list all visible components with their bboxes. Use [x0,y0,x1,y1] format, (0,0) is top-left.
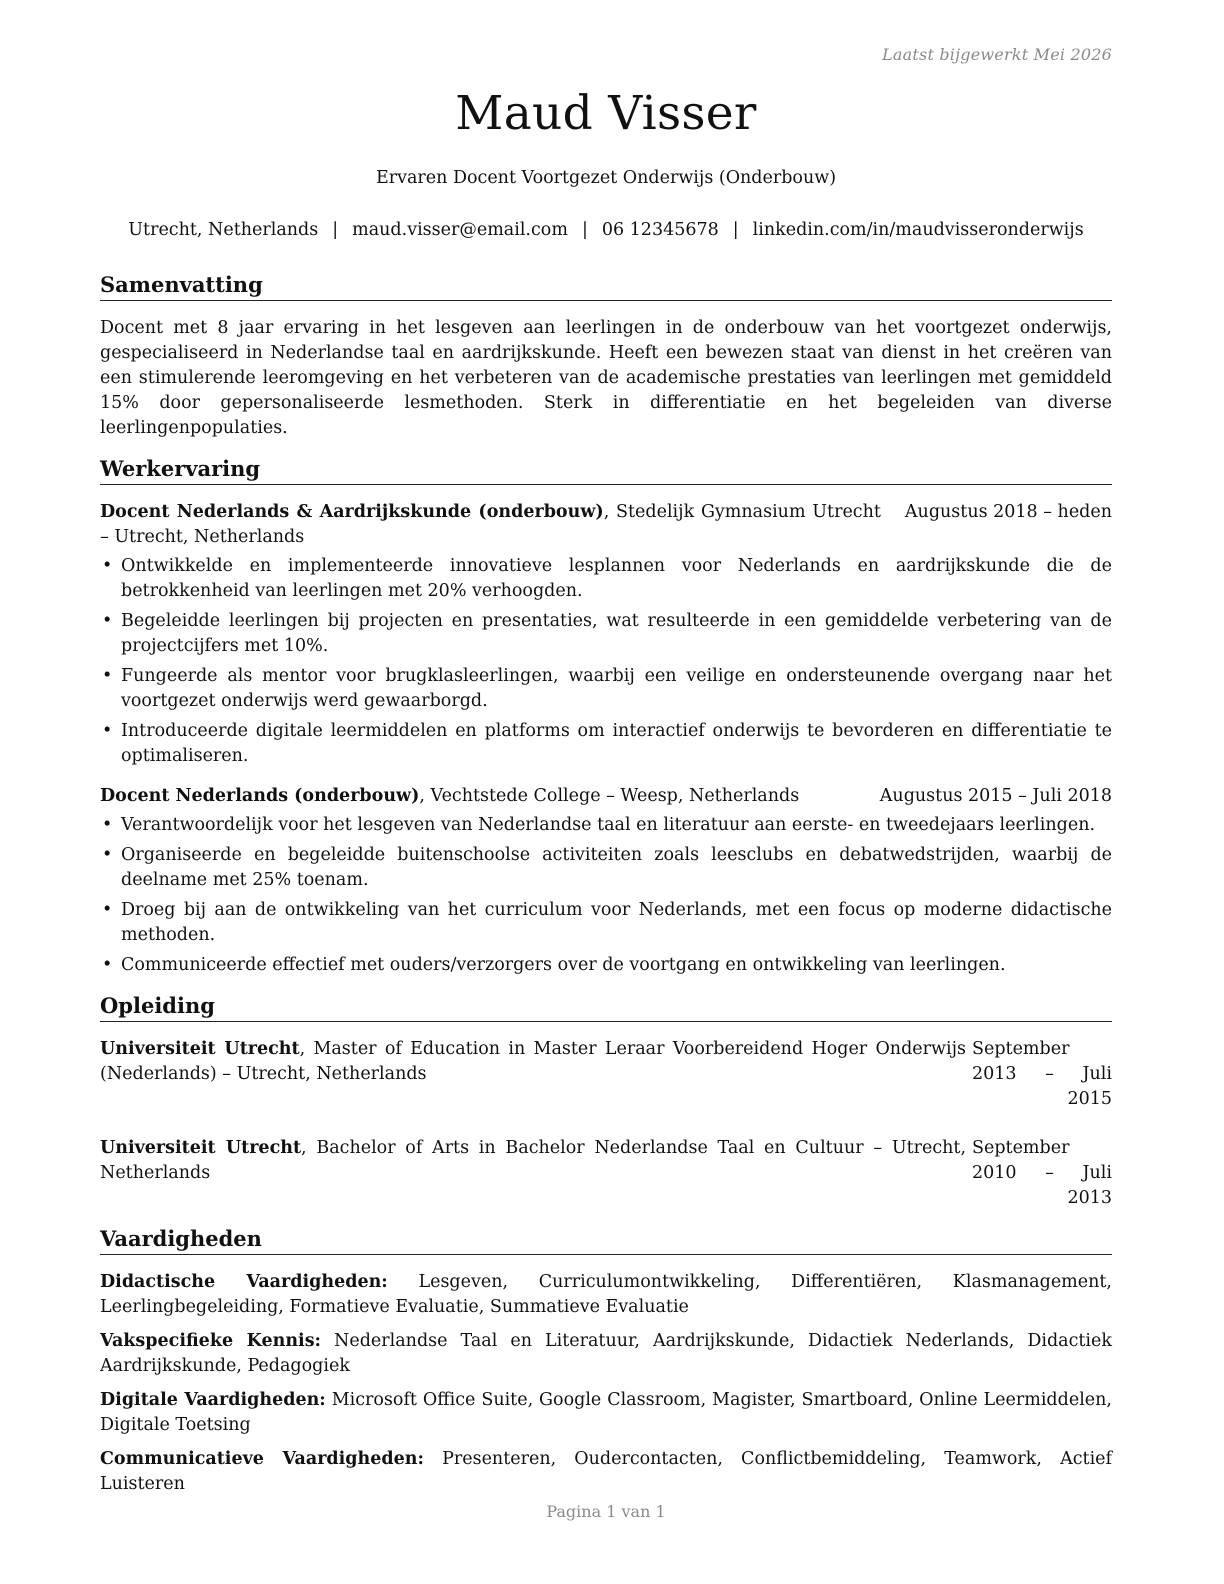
bullet-icon: • [102,845,113,865]
list-item [100,813,1112,838]
contact-separator: | [581,220,588,240]
list-item [100,664,1112,714]
contact-line [100,220,1112,240]
skill-row [100,1447,1112,1497]
summary-section [100,271,1112,441]
skill-label: Digitale Vaardigheden: [100,1390,326,1410]
bullet-text: Introduceerde digitale leermiddelen en platforms om interactief onderwijs te bevorderen en differentiatie te optimaliseren. [121,721,1112,766]
skill-row [100,1329,1112,1379]
experience-section [100,455,1112,978]
skill-value: Lesgeven, Curriculumontwikkeling, Differentiëren, Klasmanagement, Leerlingbegeleiding, Formatieve Evaluatie, Summatieve Evaluatie [100,1272,1112,1317]
education-entry [100,1136,1112,1211]
skill-label: Communicatieve Vaardigheden: [100,1449,424,1469]
bullet-icon: • [102,955,113,975]
job-details: , Vechtstede College – Weesp, Netherlands [419,786,800,806]
skill-value: Microsoft Office Suite, Google Classroom, Magister, Smartboard, Online Leermiddelen, Digitale Toetsing [100,1390,1112,1435]
contact-location: Utrecht, Netherlands [128,220,319,240]
bullet-text: Organiseerde en begeleidde buitenschoolse activiteiten zoals leesclubs en debatwedstrijden, waarbij de deelname met 25% toenam. [121,845,1112,890]
education-title-line [100,1136,966,1211]
list-item [100,898,1112,948]
job-dates: Augustus 2018 – heden [904,502,1112,522]
job-header [100,500,1112,550]
section-title: Opleiding [100,992,1112,1022]
list-item [100,953,1112,978]
education-dates: September 2010 – Juli 2013 [972,1138,1112,1208]
bullet-icon: • [102,556,113,576]
bullet-text: Ontwikkelde en implementeerde innovatieve lesplannen voor Nederlands en aardrijkskunde die de betrokkenheid van leerlingen met 20% verhoogden. [121,556,1112,601]
job-entry [100,500,1112,769]
resume-page [100,0,1112,1584]
bullet-text: Begeleidde leerlingen bij projecten en presentaties, wat resulteerde in een gemiddelde verbetering van de projectcijfers met 10%. [121,611,1112,656]
job-entry [100,784,1112,978]
contact-phone[interactable]: 06 12345678 [601,220,719,240]
list-item [100,719,1112,769]
contact-separator: | [332,220,339,240]
bullet-icon: • [102,900,113,920]
list-item [100,554,1112,604]
skill-value: Nederlandse Taal en Literatuur, Aardrijkskunde, Didactiek Nederlands, Didactiek Aardrijkskunde, Pedagogiek [100,1331,1112,1376]
job-role: Docent Nederlands (onderbouw) [100,786,420,806]
candidate-subtitle: Ervaren Docent Voortgezet Onderwijs (Onderbouw) [375,168,837,188]
job-dates: Augustus 2015 – Juli 2018 [879,786,1112,806]
last-updated: Laatst bijgewerkt Mei 2026 [882,45,1112,64]
job-details: , Stedelijk Gymnasium Utrecht – Utrecht, Netherlands [100,502,881,547]
education-details: , Bachelor of Arts in Bachelor Nederlandse Taal en Cultuur – Utrecht, Netherlands [100,1138,967,1183]
list-item [100,609,1112,659]
skill-row [100,1388,1112,1438]
job-bullets [100,554,1112,769]
bullet-text: Droeg bij aan de ontwikkeling van het curriculum voor Nederlands, met een focus op moderne didactische methoden. [121,900,1112,945]
bullet-icon: • [102,721,113,741]
contact-separator: | [732,220,739,240]
skill-row [100,1270,1112,1320]
skill-label: Vakspecifieke Kennis: [100,1331,322,1351]
education-entry [100,1037,1112,1112]
education-school: Universiteit Utrecht [100,1138,302,1158]
education-dates: September 2013 – Juli 2015 [972,1039,1112,1109]
bullet-text: Verantwoordelijk voor het lesgeven van Nederlandse taal en literatuur aan eerste- en tweedejaars leerlingen. [121,815,1096,835]
education-header [100,1037,1112,1112]
resume-content [100,271,1112,1511]
summary-text: Docent met 8 jaar ervaring in het lesgeven aan leerlingen in de onderbouw van het voortgezet onderwijs, gespecialiseerd in Nederlandse taal en aardrijkskunde. Heeft een bewezen staat van dienst in het creëren van een stimulerende leeromgeving en het verbeteren van de academische prestaties van leerlingen met gemiddeld 15% door gepersonaliseerde lesmethoden. Sterk in differentiatie en het begeleiden van diverse leerlingenpopulaties. [100,318,1112,438]
job-title-line [100,784,856,809]
job-title-line [100,500,881,550]
bullet-icon: • [102,611,113,631]
skill-label: Didactische Vaardigheden: [100,1272,388,1292]
candidate-name: Maud Visser [455,86,757,141]
skills-section [100,1225,1112,1497]
contact-email[interactable]: maud.visser@email.com [352,220,568,240]
education-school: Universiteit Utrecht [100,1039,300,1059]
job-bullets [100,813,1112,978]
education-header [100,1136,1112,1211]
bullet-text: Communiceerde effectief met ouders/verzorgers over de voortgang en ontwikkeling van leerlingen. [121,955,1006,975]
contact-linkedin[interactable]: linkedin.com/in/maudvisseronderwijs [752,220,1084,240]
section-title: Werkervaring [100,455,1112,485]
job-role: Docent Nederlands & Aardrijkskunde (onderbouw) [100,502,604,522]
section-title: Samenvatting [100,271,1112,301]
list-item [100,843,1112,893]
section-title: Vaardigheden [100,1225,1112,1255]
page-number: Pagina 1 van 1 [546,1502,666,1521]
bullet-icon: • [102,815,113,835]
skill-value: Presenteren, Oudercontacten, Conflictbemiddeling, Teamwork, Actief Luisteren [100,1449,1112,1494]
job-header [100,784,1112,809]
education-title-line [100,1037,966,1112]
education-section [100,992,1112,1211]
bullet-text: Fungeerde als mentor voor brugklasleerlingen, waarbij een veilige en ondersteunende overgang naar het voortgezet onderwijs werd gewaarborgd. [121,666,1112,711]
education-details: , Master of Education in Master Leraar Voorbereidend Hoger Onderwijs (Nederlands) – Utrecht, Netherlands [100,1039,966,1084]
bullet-icon: • [102,666,113,686]
